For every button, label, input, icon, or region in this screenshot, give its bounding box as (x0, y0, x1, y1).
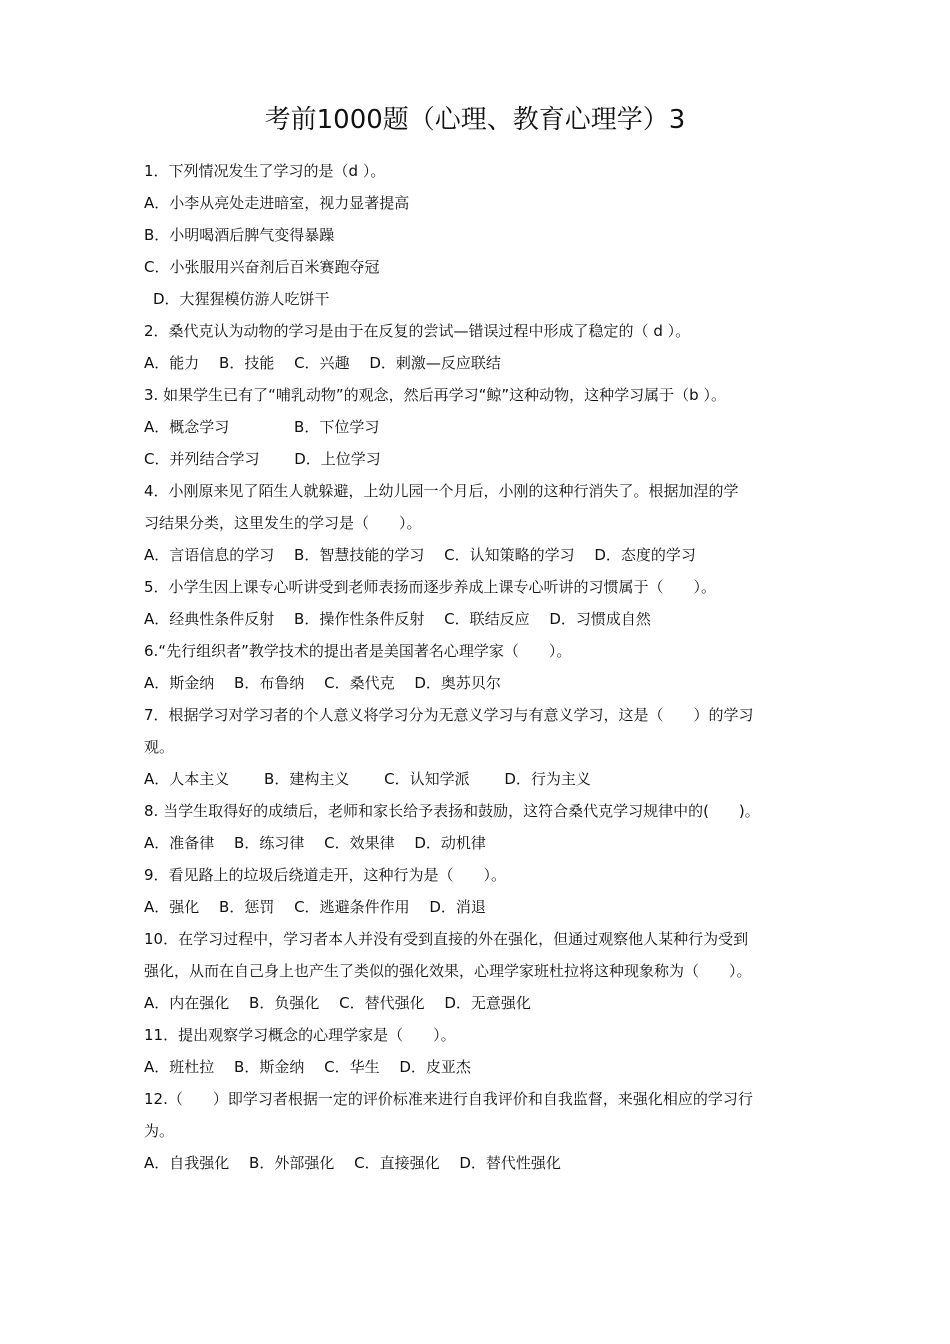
question-10: 10．在学习过程中，学习者本人并没有受到直接的外在强化，但通过观察他人某种行为受到 (144, 930, 749, 948)
question-list (144, 155, 814, 1179)
option-line: A．经典性条件反射 B．操作性条件反射 C．联结反应 D．习惯成自然 (144, 610, 651, 628)
question-6: 6.“先行组织者”教学技术的提出者是美国著名心理学家（ ）。 (144, 642, 572, 660)
option-line: A．斯金纳 B．布鲁纳 C．桑代克 D．奥苏贝尔 (144, 674, 501, 692)
option-line: A．能力 B．技能 C．兴趣 D．刺激—反应联结 (144, 354, 501, 372)
option-line: A．小李从亮处走进暗室，视力显著提高 (144, 194, 410, 212)
question-1: 1．下列情况发生了学习的是（d ）。 (144, 162, 386, 180)
option-line: C．并列结合学习 D．上位学习 (144, 450, 381, 468)
question-2: 2．桑代克认为动物的学习是由于在反复的尝试—错误过程中形成了稳定的（ d ）。 (144, 322, 691, 340)
option-line: A．班杜拉 B．斯金纳 C．华生 D．皮亚杰 (144, 1058, 471, 1076)
question-continuation: 为。 (144, 1122, 175, 1140)
option-line: D．大猩猩模仿游人吃饼干 (153, 290, 330, 308)
option-line: A．强化 B．惩罚 C．逃避条件作用 D．消退 (144, 898, 486, 916)
option-line: A．人本主义 B．建构主义 C．认知学派 D．行为主义 (144, 770, 591, 788)
option-line: A．内在强化 B．负强化 C．替代强化 D．无意强化 (144, 994, 531, 1012)
question-11: 11．提出观察学习概念的心理学家是（ ）。 (144, 1026, 456, 1044)
question-continuation: 强化，从而在自己身上也产生了类似的强化效果，心理学家班杜拉将这种现象称为（ ）。 (144, 962, 752, 980)
option-line: A．准备律 B．练习律 C．效果律 D．动机律 (144, 834, 486, 852)
question-continuation: 习结果分类，这里发生的学习是（ ）。 (144, 514, 422, 532)
question-7: 7．根据学习对学习者的个人意义将学习分为无意义学习与有意义学习，这是（ ）的学习 (144, 706, 754, 724)
question-12: 12.（ ）即学习者根据一定的评价标准来进行自我评价和自我监督，来强化相应的学习行 (144, 1090, 753, 1108)
page-title: 考前1000题（心理、教育心理学）3 (264, 105, 686, 135)
question-continuation: 观。 (144, 738, 175, 756)
option-line: A．言语信息的学习 B．智慧技能的学习 C．认知策略的学习 D．态度的学习 (144, 546, 696, 564)
question-3: 3. 如果学生已有了“哺乳动物”的观念，然后再学习“鲸”这种动物，这种学习属于（b ）。 (144, 386, 726, 404)
question-5: 5．小学生因上课专心听讲受到老师表扬而逐步养成上课专心听讲的习惯属于（ ）。 (144, 578, 717, 596)
option-line: A．概念学习 B．下位学习 (144, 418, 380, 436)
option-line: A．自我强化 B．外部强化 C．直接强化 D．替代性强化 (144, 1154, 561, 1172)
question-9: 9．看见路上的垃圾后绕道走开，这种行为是（ ）。 (144, 866, 507, 884)
question-8: 8. 当学生取得好的成绩后，老师和家长给予表扬和鼓励，这符合桑代克学习规律中的( )。 (144, 802, 760, 820)
option-line: C．小张服用兴奋剂后百米赛跑夺冠 (144, 258, 380, 276)
option-line: B．小明喝酒后脾气变得暴躁 (144, 226, 335, 244)
question-4: 4．小刚原来见了陌生人就躲避，上幼儿园一个月后，小刚的这种行消失了。根据加涅的学 (144, 482, 739, 500)
